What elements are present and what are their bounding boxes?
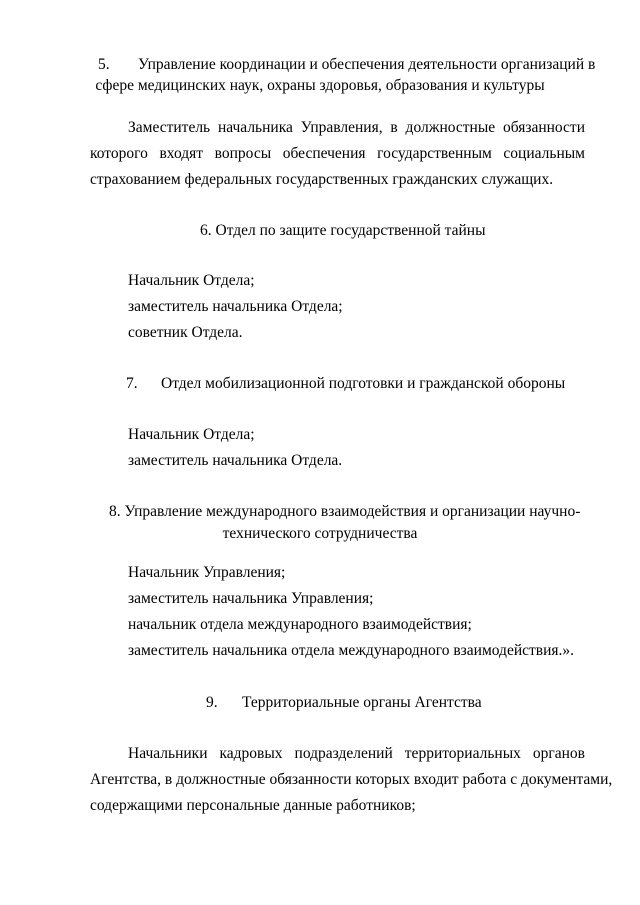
section-5-paragraph-line-1: Заместитель начальника Управления, в должностные обязанности xyxy=(128,119,585,136)
section-8-item: заместитель начальника отдела международного взаимодействия.». xyxy=(128,642,575,659)
section-8-title-line-1: 8. Управление международного взаимодействия и организации научно- xyxy=(109,503,581,520)
section-7-title: Отдел мобилизационной подготовки и гражданской обороны xyxy=(161,375,566,392)
section-5-paragraph-line-2: которого входят вопросы обеспечения государственным социальным xyxy=(90,145,585,162)
section-5-title-line-2: сфере медицинских наук, охраны здоровья, образования и культуры xyxy=(95,77,545,94)
section-6-item: советник Отдела. xyxy=(128,324,243,341)
section-7-number: 7. xyxy=(126,375,138,392)
section-8-item: заместитель начальника Управления; xyxy=(128,590,374,607)
section-6-item: заместитель начальника Отдела; xyxy=(128,298,343,315)
section-9-title: Территориальные органы Агентства xyxy=(242,694,482,711)
section-5-paragraph-line-3: страхованием федеральных государственных гражданских служащих. xyxy=(90,171,554,188)
section-8-item: Начальник Управления; xyxy=(128,564,286,581)
section-9-paragraph-line-1: Начальники кадровых подразделений территориальных органов xyxy=(128,745,585,762)
section-9-paragraph-line-3: содержащими персональные данные работников; xyxy=(90,797,416,814)
section-7-item: заместитель начальника Отдела. xyxy=(128,452,343,469)
section-9-paragraph-line-2: Агентства, в должностные обязанности которых входит работа с документами, xyxy=(90,771,613,788)
section-8-item: начальник отдела международного взаимодействия; xyxy=(128,616,472,633)
section-7-item: Начальник Отдела; xyxy=(128,426,255,443)
section-5-title-line-1: Управление координации и обеспечения деятельности организаций в xyxy=(138,56,596,73)
section-5-number: 5. xyxy=(98,56,110,73)
section-8-title-line-2: технического сотрудничества xyxy=(222,525,418,542)
section-6-item: Начальник Отдела; xyxy=(128,272,255,289)
section-9-number: 9. xyxy=(206,694,218,711)
section-6-title: 6. Отдел по защите государственной тайны xyxy=(200,222,486,239)
